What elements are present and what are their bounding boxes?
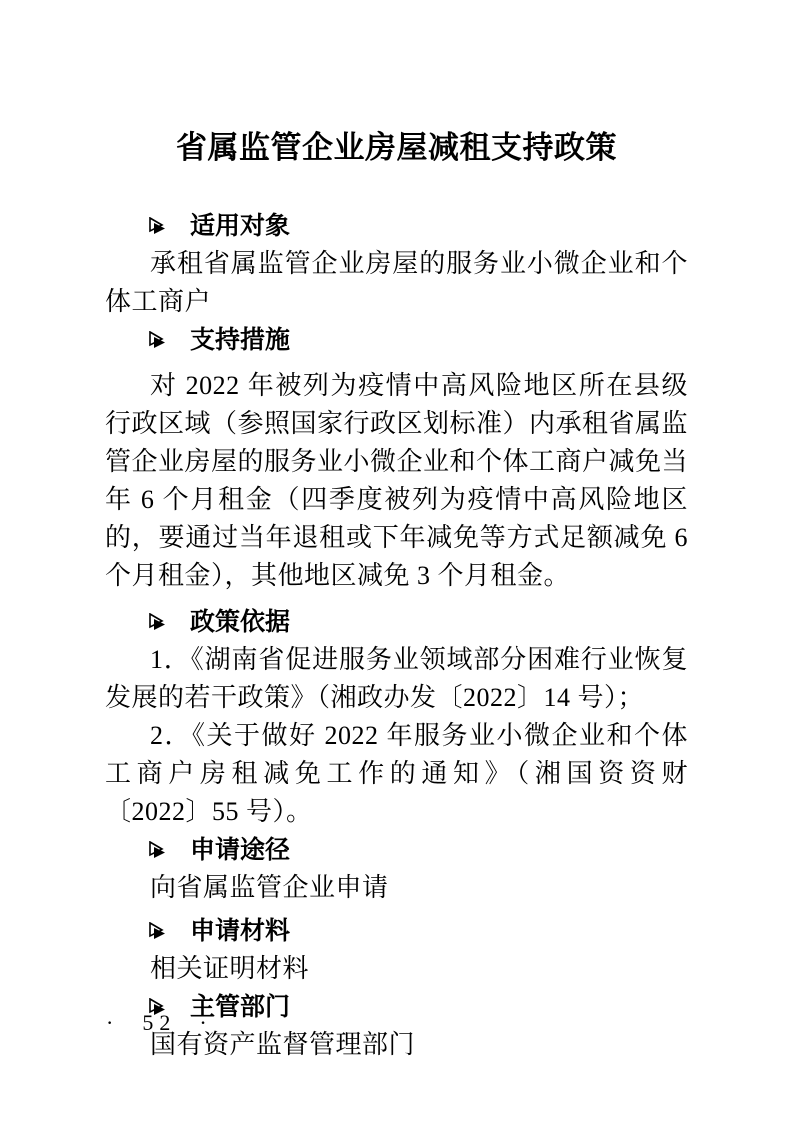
arrow-bullet-icon — [148, 217, 166, 235]
arrow-bullet-icon — [148, 613, 166, 631]
section-heading-label: 适用对象 — [190, 212, 291, 240]
section-heading-application-materials — [105, 912, 688, 950]
section-heading-support-measures — [105, 321, 688, 359]
paragraph-application-materials: 相关证明材料 — [150, 954, 310, 983]
arrow-bullet-icon — [148, 922, 166, 940]
arrow-bullet-icon — [148, 841, 166, 859]
section-heading-label: 申请途径 — [190, 836, 291, 864]
section-heading-applicable-targets — [105, 207, 688, 245]
paragraph-policy-basis-item-1: 1．《湖南省促进服务业领域部分困难行业恢复发展的若干政策》（湘政办发〔2022〕14 号）； — [105, 645, 688, 712]
section-heading-policy-basis — [105, 603, 688, 641]
paragraph-application-channel: 向省属监管企业申请 — [150, 873, 389, 902]
page-number: · 52 · — [106, 1010, 213, 1035]
paragraph-competent-department: 国有资产监督管理部门 — [150, 1030, 416, 1059]
page-title: 省属监管企业房屋减租支持政策 — [176, 130, 617, 165]
paragraph-support-measures: 对 2022 年被列为疫情中高风险地区所在县级行政区域（参照国家行政区划标准）内承租省属监管企业房屋的服务业小微企业和个体工商户减免当年 6 个月租金（四季度被列为疫情中高风险地区的，要通过当年退租或下年减免等方式足额减免 6 个月租金），其他地区减免 3 个月租金。 — [105, 371, 689, 590]
section-heading-label: 申请材料 — [190, 917, 291, 945]
section-heading-label: 主管部门 — [190, 993, 291, 1021]
paragraph-policy-basis-item-2: 2．《关于做好 2022 年服务业小微企业和个体工商户房租减免工作的通知》（湘国资资财〔2022〕55 号）。 — [105, 721, 688, 826]
section-heading-application-channel — [105, 831, 688, 869]
section-heading-label: 政策依据 — [190, 608, 291, 636]
section-heading-label: 支持措施 — [190, 326, 291, 354]
document-content — [0, 207, 793, 1064]
paragraph-applicable-targets: 承租省属监管企业房屋的服务业小微企业和个体工商户 — [105, 249, 688, 316]
arrow-bullet-icon — [148, 331, 166, 349]
